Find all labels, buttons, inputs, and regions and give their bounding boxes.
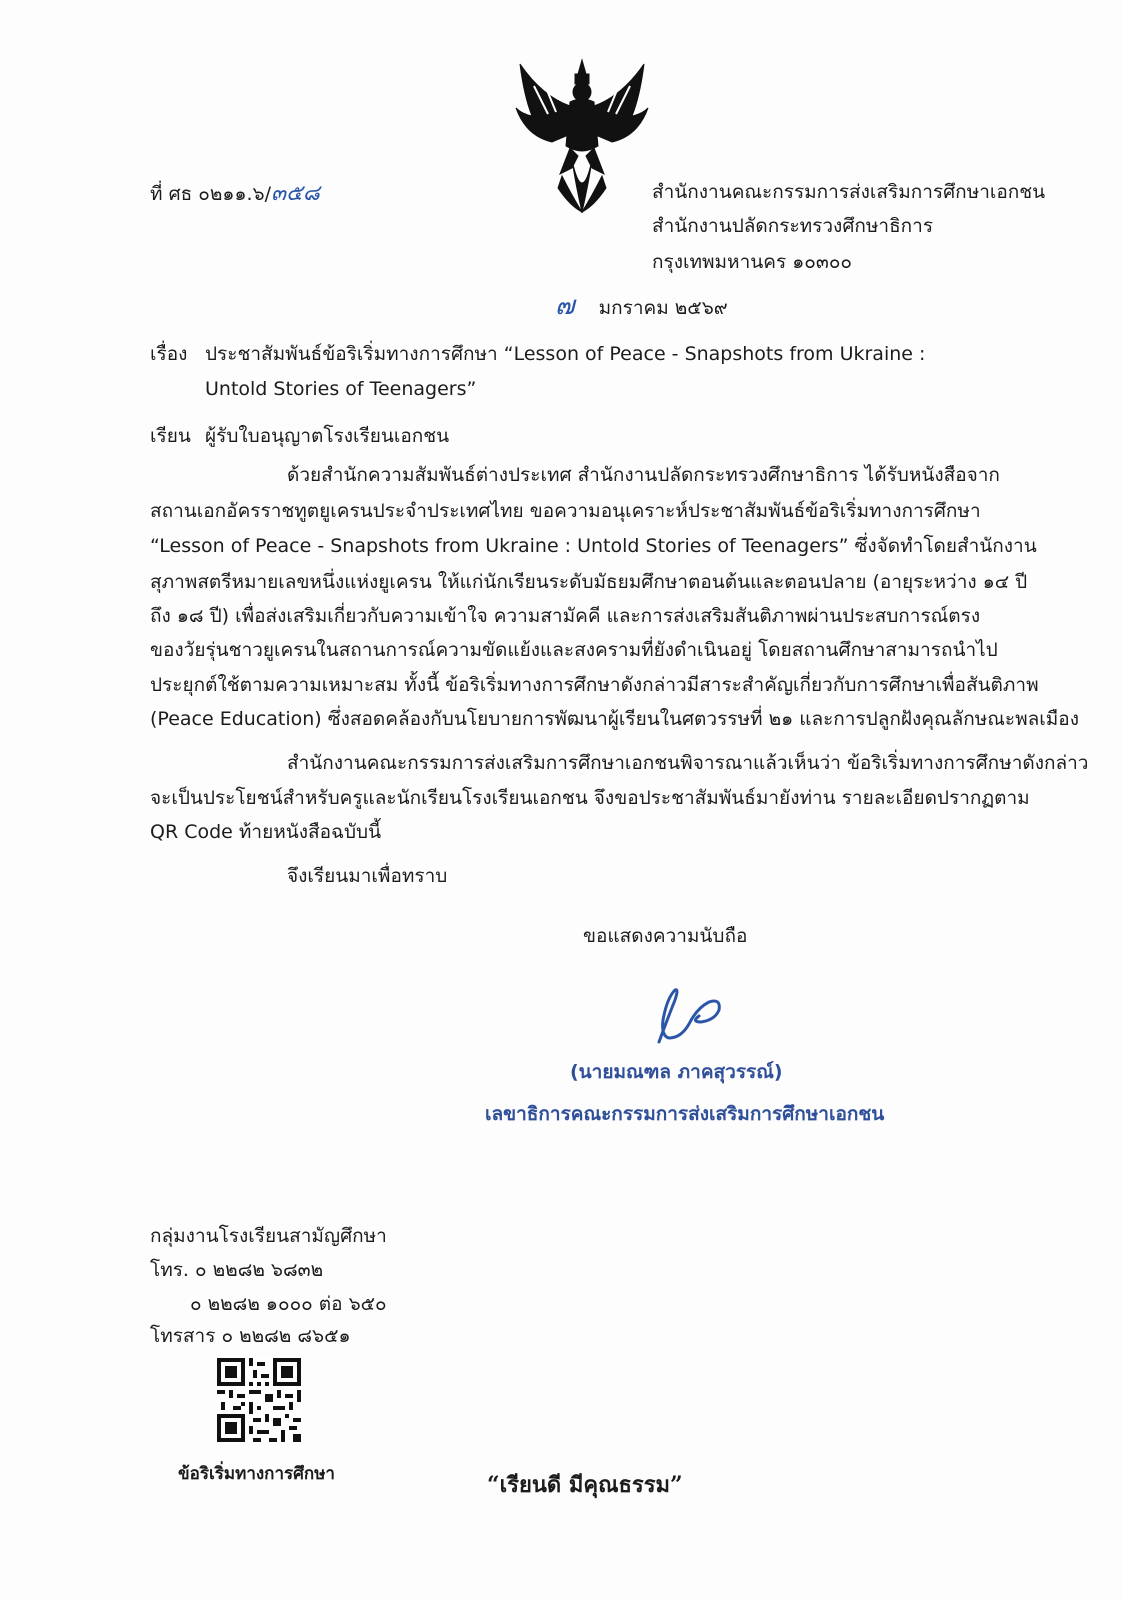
letter-date — [555, 291, 728, 321]
qr-code-icon[interactable] — [217, 1358, 301, 1442]
regards-text: ขอแสดงความนับถือ — [583, 925, 748, 947]
paragraph-1-line: ประยุกต์ใช้ตามความเหมาะสม ทั้งนี้ ข้อริเริ่มทางการศึกษาดังกล่าวมีสาระสำคัญเกี่ยวกับการศึกษาเพื่อสันติภาพ — [150, 674, 1039, 696]
recipient-text: ผู้รับใบอนุญาตโรงเรียนเอกชน — [205, 425, 450, 447]
reference-handwritten-number: ๓๕๘ — [271, 181, 320, 206]
paragraph-1-line: ของวัยรุ่นชาวยูเครนในสถานการณ์ความขัดแย้งและสงครามที่ยังดำเนินอยู่ โดยสถานศึกษาสามารถนำไป — [150, 639, 998, 661]
paragraph-1-line: (Peace Education) ซึ่งสอดคล้องกับนโยบายการพัฒนาผู้เรียนในศตวรรษที่ ๒๑ และการปลูกฝังคุณลักษณะพลเมือง — [150, 708, 1079, 730]
telephone-1: โทร. ๐ ๒๒๘๒ ๖๘๓๒ — [150, 1259, 324, 1281]
paragraph-1-line: สถานเอกอัครราชทูตยูเครนประจำประเทศไทย ขอความอนุเคราะห์ประชาสัมพันธ์ข้อริเริ่มทางการศึกษา — [150, 500, 981, 522]
office-line-3: กรุงเทพมหานคร ๑๐๓๐๐ — [652, 251, 853, 273]
reference-number — [150, 182, 320, 206]
motto-text: “เรียนดี มีคุณธรรม” — [487, 1472, 683, 1498]
signer-title: เลขาธิการคณะกรรมการส่งเสริมการศึกษาเอกชน — [485, 1103, 885, 1125]
paragraph-1-line: ถึง ๑๘ ปี) เพื่อส่งเสริมเกี่ยวกับความเข้าใจ ความสามัคคี และการส่งเสริมสันติภาพผ่านประสบการณ์ตรง — [150, 605, 981, 627]
department-name: กลุ่มงานโรงเรียนสามัญศึกษา — [150, 1225, 387, 1247]
signer-name: (นายมณฑล ภาคสุวรรณ์) — [570, 1061, 783, 1083]
paragraph-2-line: QR Code ท้ายหนังสือฉบับนี้ — [150, 821, 382, 843]
date-day-handwritten: ๗ — [555, 291, 575, 321]
subject-line-2: Untold Stories of Teenagers” — [205, 378, 477, 400]
recipient-label: เรียน — [150, 425, 191, 447]
paragraph-1-line: ด้วยสำนักความสัมพันธ์ต่างประเทศ สำนักงานปลัดกระทรวงศึกษาธิการ ได้รับหนังสือจาก — [287, 464, 1000, 486]
paragraph-2-line: สำนักงานคณะกรรมการส่งเสริมการศึกษาเอกชนพิจารณาแล้วเห็นว่า ข้อริเริ่มทางการศึกษาดังกล่าว — [287, 752, 1089, 774]
reference-prefix: ที่ ศธ ๐๒๑๑.๖/ — [150, 183, 272, 205]
office-line-2: สำนักงานปลัดกระทรวงศึกษาธิการ — [652, 215, 934, 237]
subject-label: เรื่อง — [150, 343, 188, 365]
qr-caption: ข้อริเริ่มทางการศึกษา — [178, 1464, 335, 1484]
paragraph-2-line: จะเป็นประโยชน์สำหรับครูและนักเรียนโรงเรียนเอกชน จึงขอประชาสัมพันธ์มายังท่าน รายละเอียดปรากฏตาม — [150, 787, 1030, 809]
fax-number: โทรสาร ๐ ๒๒๘๒ ๘๖๕๑ — [150, 1325, 351, 1347]
subject-line-1: ประชาสัมพันธ์ข้อริเริ่มทางการศึกษา “Lesson of Peace - Snapshots from Ukraine : — [205, 343, 926, 365]
date-month-year: มกราคม ๒๕๖๙ — [598, 297, 728, 319]
signature-icon — [645, 980, 745, 1050]
paragraph-1-line: “Lesson of Peace - Snapshots from Ukraine : Untold Stories of Teenagers” ซึ่งจัดทำโดยสำนักงาน — [150, 535, 1037, 557]
closing-sentence: จึงเรียนมาเพื่อทราบ — [287, 865, 448, 887]
office-line-1: สำนักงานคณะกรรมการส่งเสริมการศึกษาเอกชน — [652, 181, 1046, 203]
telephone-2: ๐ ๒๒๘๒ ๑๐๐๐ ต่อ ๖๕๐ — [190, 1293, 387, 1315]
paragraph-1-line: สุภาพสตรีหมายเลขหนึ่งแห่งยูเครน ให้แก่นักเรียนระดับมัธยมศึกษาตอนต้นและตอนปลาย (อายุระหว่าง ๑๔ ปี — [150, 571, 1028, 593]
garuda-emblem-icon — [512, 56, 652, 216]
